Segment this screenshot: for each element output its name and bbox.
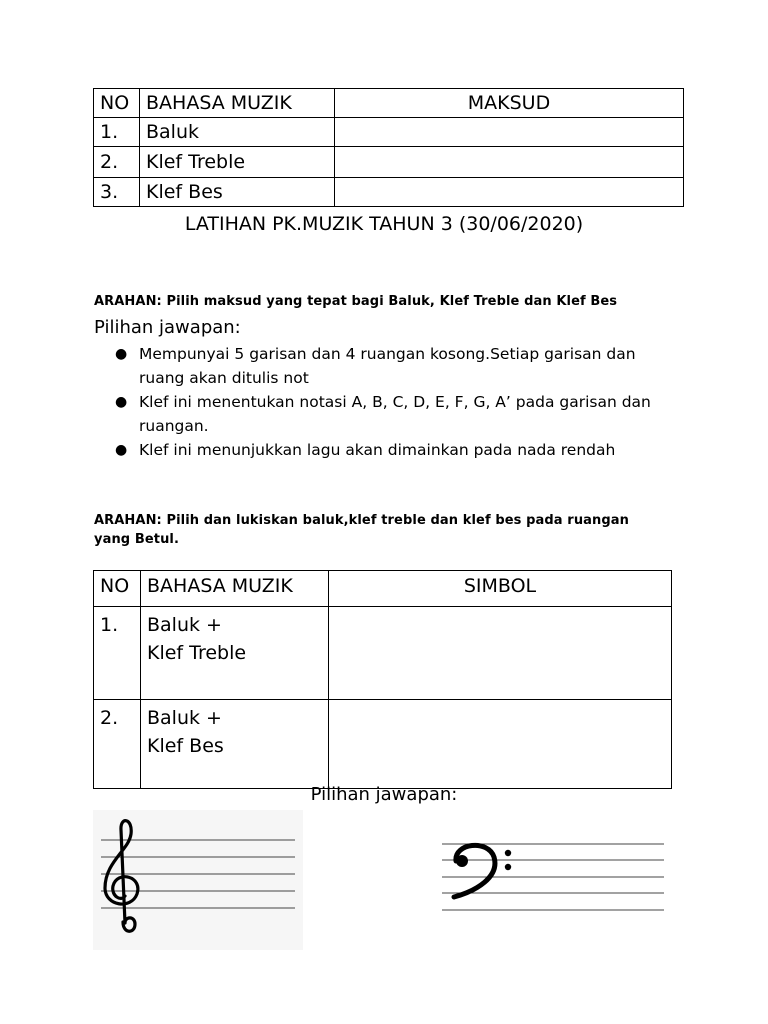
- table-row: [94, 607, 672, 700]
- header-no: NO: [94, 89, 140, 118]
- choice-text: Klef ini menunjukkan lagu akan dimainkan pada nada rendah: [139, 441, 616, 459]
- row-maksud-blank: [335, 178, 684, 207]
- header-bahasa-muzik: BAHASA MUZIK: [140, 89, 335, 118]
- row-maksud-blank: [335, 118, 684, 147]
- simbol-answer-cell[interactable]: [329, 700, 672, 789]
- term-line-1: Baluk +: [147, 614, 222, 636]
- row-no: 1.: [94, 118, 140, 147]
- row-term: [141, 700, 329, 789]
- bass-clef-staff-icon: [438, 835, 668, 915]
- table-row: [94, 147, 684, 178]
- row-maksud-blank: [335, 147, 684, 178]
- treble-clef-staff-icon: [93, 810, 303, 950]
- row-term: [141, 607, 329, 700]
- bullet-icon: ●: [115, 346, 128, 362]
- maksud-table: [93, 88, 684, 207]
- answer-choices-heading-2: Pilihan jawapan:: [310, 784, 458, 805]
- bullet-icon: ●: [115, 394, 128, 410]
- row-term: Baluk: [140, 118, 335, 147]
- row-term: Klef Bes: [140, 178, 335, 207]
- bullet-icon: ●: [115, 442, 128, 458]
- answer-choices-list: [112, 342, 672, 462]
- term-line-2: Klef Bes: [147, 735, 224, 757]
- table-row: [94, 700, 672, 789]
- list-item: [112, 438, 672, 462]
- table-row: [94, 118, 684, 147]
- instruction-2: ARAHAN: Pilih dan lukiskan baluk,klef treble dan klef bes pada ruangan yang Betul.: [94, 513, 630, 547]
- choice-text: Klef ini menentukan notasi A, B, C, D, E, F, G, A’ pada garisan dan ruangan.: [139, 393, 651, 435]
- row-term: Klef Treble: [140, 147, 335, 178]
- header-bahasa-muzik: BAHASA MUZIK: [141, 571, 329, 607]
- header-simbol: SIMBOL: [329, 571, 672, 607]
- page-title: LATIHAN PK.MUZIK TAHUN 3 (30/06/2020): [184, 213, 584, 235]
- instruction-1: ARAHAN: Pilih maksud yang tepat bagi Baluk, Klef Treble dan Klef Bes: [94, 294, 618, 309]
- answer-choices-heading: Pilihan jawapan:: [94, 317, 241, 338]
- choice-text: Mempunyai 5 garisan dan 4 ruangan kosong.Setiap garisan dan ruang akan ditulis not: [139, 345, 636, 387]
- row-no: 2.: [94, 700, 141, 789]
- simbol-table: [93, 570, 672, 789]
- header-no: NO: [94, 571, 141, 607]
- row-no: 1.: [94, 607, 141, 700]
- header-maksud: MAKSUD: [335, 89, 684, 118]
- table-row: [94, 178, 684, 207]
- list-item: [112, 390, 672, 438]
- term-line-1: Baluk +: [147, 707, 222, 729]
- row-no: 2.: [94, 147, 140, 178]
- simbol-answer-cell[interactable]: [329, 607, 672, 700]
- list-item: [112, 342, 672, 390]
- term-line-2: Klef Treble: [147, 642, 247, 664]
- row-no: 3.: [94, 178, 140, 207]
